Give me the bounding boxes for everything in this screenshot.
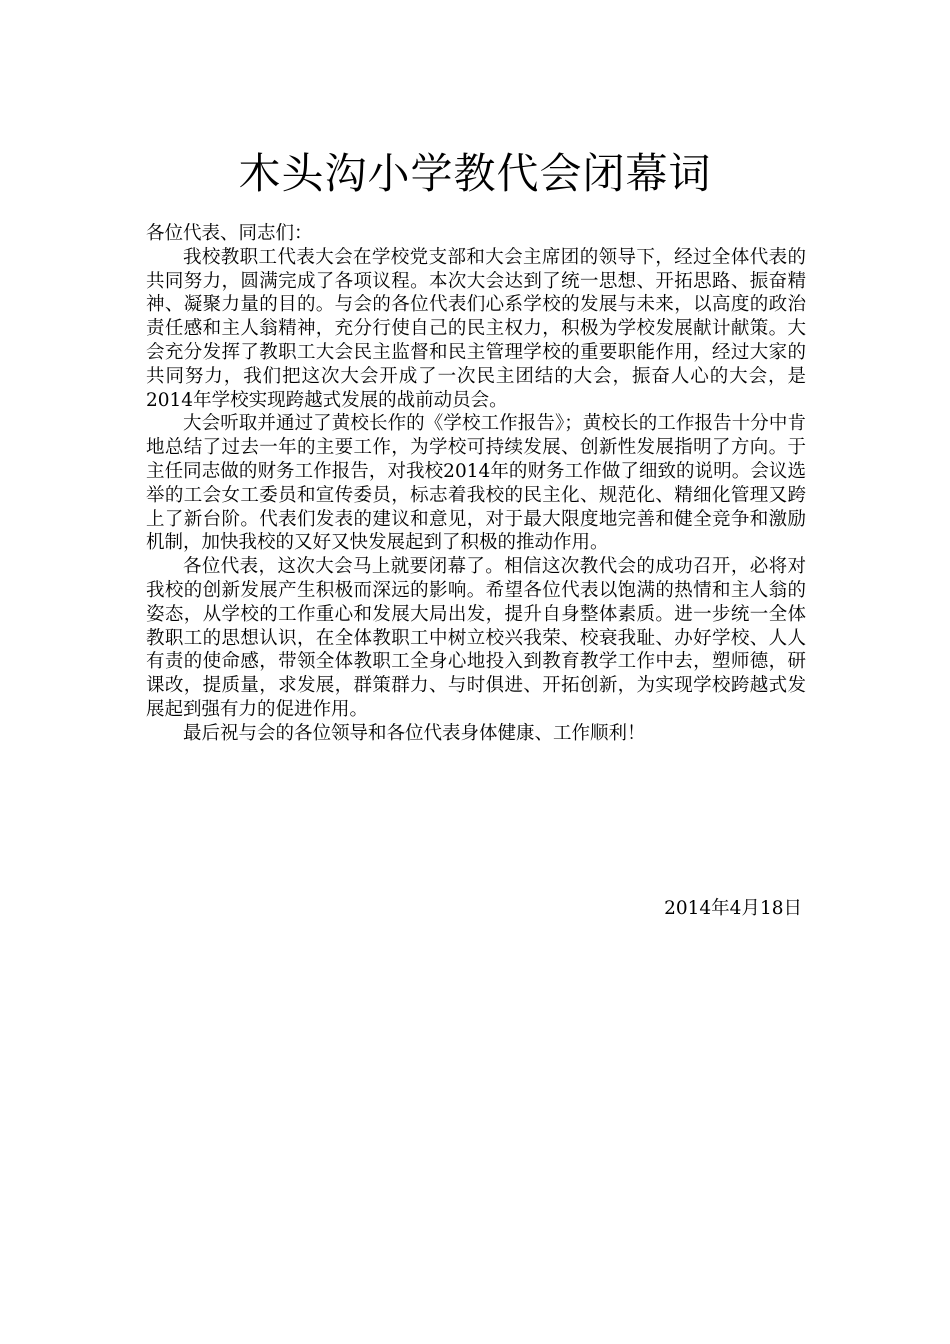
- paragraph-1: 我校教职工代表大会在学校党支部和大会主席团的领导下，经过全体代表的共同努力，圆满完成了各项议程。本次大会达到了统一思想、开拓思路、振奋精神、凝聚力量的目的。与会的各位代表们心系学校的发展与未来，以高度的政治责任感和主人翁精神，充分行使自己的民主权力，积极为学校发展献计献策。大会充分发挥了教职工大会民主监督和民主管理学校的重要职能作用，经过大家的共同努力，我们把这次大会开成了一次民主团结的大会，振奋人心的大会，是2014年学校实现跨越式发展的战前动员会。: [146, 246, 806, 411]
- closing-wishes: 最后祝与会的各位领导和各位代表身体健康、工作顺利！: [183, 722, 646, 744]
- document-date: 2014年4月18日: [664, 898, 802, 919]
- paragraph-3: 各位代表，这次大会马上就要闭幕了。相信这次教代会的成功召开，必将对我校的创新发展产生积极而深远的影响。希望各位代表以饱满的热情和主人翁的姿态，从学校的工作重心和发展大局出发，提升自身整体素质。进一步统一全体教职工的思想认识，在全体教职工中树立校兴我荣、校衰我耻、办好学校、人人有责的使命感，带领全体教职工全身心地投入到教育教学工作中去，塑师德，研课改，提质量，求发展，群策群力、与时俱进、开拓创新，为实现学校跨越式发展起到强有力的促进作用。: [146, 556, 806, 720]
- document-body: [146, 222, 806, 746]
- salutation: 各位代表、同志们：: [146, 223, 313, 244]
- paragraph-2: 大会听取并通过了黄校长作的《学校工作报告》；黄校长的工作报告十分中肯地总结了过去一年的主要工作，为学校可持续发展、创新性发展指明了方向。于主任同志做的财务工作报告，对我校2014年的财务工作做了细致的说明。会议选举的工会女工委员和宣传委员，标志着我校的民主化、规范化、精细化管理又跨上了新台阶。代表们发表的建议和意见，对于最大限度地完善和健全竞争和激励机制，加快我校的又好又快发展起到了积极的推动作用。: [146, 413, 806, 554]
- document-title: 木头沟小学教代会闭幕词: [238, 149, 712, 198]
